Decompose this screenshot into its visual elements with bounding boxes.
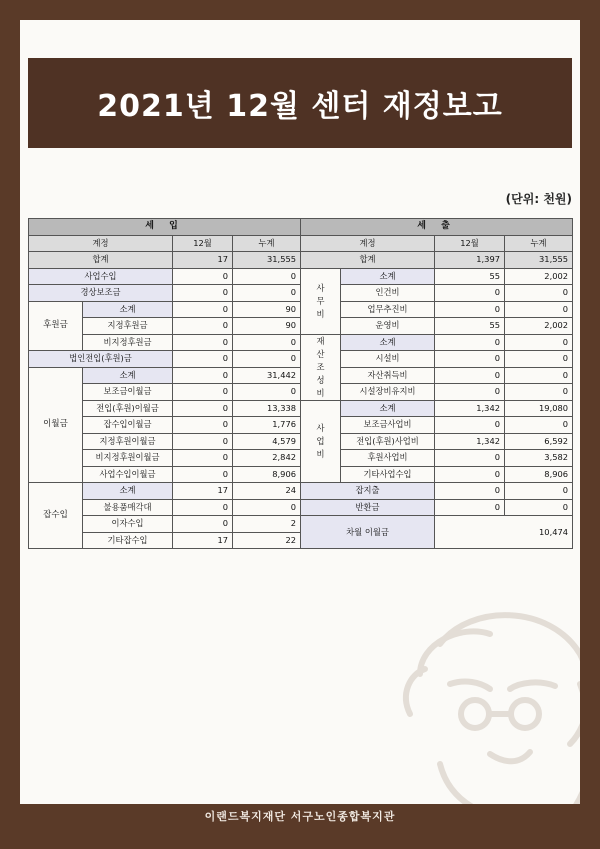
income-carry-transfer-cum: 13,338 bbox=[233, 400, 301, 417]
expense-carry-next-cum: 10,474 bbox=[435, 516, 573, 549]
table-row bbox=[29, 268, 573, 285]
income-carry-business-month: 0 bbox=[173, 466, 233, 483]
income-donation-subtotal-label: 소계 bbox=[83, 301, 173, 318]
group-char: 비 bbox=[316, 308, 325, 319]
income-carry-undesignated-cum: 2,842 bbox=[233, 450, 301, 467]
expense-total-month: 1,397 bbox=[435, 252, 505, 269]
income-carry-transfer-month: 0 bbox=[173, 400, 233, 417]
income-other-misc-month: 17 bbox=[173, 532, 233, 549]
income-donation-subtotal-cum: 90 bbox=[233, 301, 301, 318]
income-undesignated-donation-label: 비지정후원금 bbox=[83, 334, 173, 351]
expense-property-group bbox=[301, 334, 341, 400]
expense-office-subtotal-cum: 2,002 bbox=[505, 268, 573, 285]
income-carry-designated-label: 지정후원이월금 bbox=[83, 433, 173, 450]
expense-project-group bbox=[301, 400, 341, 483]
income-business-cum: 0 bbox=[233, 268, 301, 285]
table-row bbox=[29, 483, 573, 500]
income-subsidy-cum: 0 bbox=[233, 285, 301, 302]
column-header-row bbox=[29, 235, 573, 252]
expense-subsidy-project-cum: 0 bbox=[505, 417, 573, 434]
income-other-misc-cum: 22 bbox=[233, 532, 301, 549]
expense-refund-cum: 0 bbox=[505, 499, 573, 516]
expense-total-label: 합계 bbox=[301, 252, 435, 269]
expense-carry-next-label: 차월 이월금 bbox=[301, 516, 435, 549]
income-surplus-sale-label: 불용품매각대 bbox=[83, 499, 173, 516]
expense-cumulative-header: 누계 bbox=[505, 235, 573, 252]
expense-operating-month: 55 bbox=[435, 318, 505, 335]
expense-misc-cum: 0 bbox=[505, 483, 573, 500]
income-carry-business-cum: 8,906 bbox=[233, 466, 301, 483]
income-carry-misc-month: 0 bbox=[173, 417, 233, 434]
income-undesignated-donation-month: 0 bbox=[173, 334, 233, 351]
title-banner bbox=[28, 58, 572, 148]
income-carry-subsidy-month: 0 bbox=[173, 384, 233, 401]
expense-asset-label: 자산취득비 bbox=[341, 367, 435, 384]
expense-facility-label: 시설비 bbox=[341, 351, 435, 368]
expense-transfer-project-month: 1,342 bbox=[435, 433, 505, 450]
table-row bbox=[29, 499, 573, 516]
income-carry-business-label: 사업수입이월금 bbox=[83, 466, 173, 483]
expense-other-project-cum: 8,906 bbox=[505, 466, 573, 483]
income-surplus-sale-month: 0 bbox=[173, 499, 233, 516]
income-section-header: 세 입 bbox=[29, 219, 301, 236]
income-carry-misc-cum: 1,776 bbox=[233, 417, 301, 434]
income-donation-subtotal-month: 0 bbox=[173, 301, 233, 318]
expense-personnel-cum: 0 bbox=[505, 285, 573, 302]
expense-operating-cum: 2,002 bbox=[505, 318, 573, 335]
table-row bbox=[29, 252, 573, 269]
income-misc-group: 잡수입 bbox=[29, 483, 83, 549]
income-interest-cum: 2 bbox=[233, 516, 301, 533]
group-char: 무 bbox=[316, 295, 325, 306]
expense-transfer-project-cum: 6,592 bbox=[505, 433, 573, 450]
income-cumulative-header: 누계 bbox=[233, 235, 301, 252]
expense-subsidy-project-label: 보조금사업비 bbox=[341, 417, 435, 434]
income-carry-undesignated-month: 0 bbox=[173, 450, 233, 467]
income-carry-designated-cum: 4,579 bbox=[233, 433, 301, 450]
income-donation-group: 후원금 bbox=[29, 301, 83, 351]
group-char: 사 bbox=[316, 422, 325, 433]
expense-donation-project-month: 0 bbox=[435, 450, 505, 467]
expense-total-cum: 31,555 bbox=[505, 252, 573, 269]
expense-month-header: 12월 bbox=[435, 235, 505, 252]
group-char: 업 bbox=[316, 435, 325, 446]
expense-personnel-month: 0 bbox=[435, 285, 505, 302]
income-carry-subtotal-month: 0 bbox=[173, 367, 233, 384]
group-char: 산 bbox=[316, 348, 325, 359]
group-char: 재 bbox=[316, 335, 325, 346]
income-account-header: 계정 bbox=[29, 235, 173, 252]
expense-office-subtotal-month: 55 bbox=[435, 268, 505, 285]
income-carry-subtotal-cum: 31,442 bbox=[233, 367, 301, 384]
expense-personnel-label: 인건비 bbox=[341, 285, 435, 302]
expense-office-subtotal-label: 소계 bbox=[341, 268, 435, 285]
income-misc-subtotal-label: 소계 bbox=[83, 483, 173, 500]
income-total-label: 합계 bbox=[29, 252, 173, 269]
expense-misc-month: 0 bbox=[435, 483, 505, 500]
expense-transfer-project-label: 전입(후원)사업비 bbox=[341, 433, 435, 450]
expense-account-header: 계정 bbox=[301, 235, 435, 252]
expense-property-subtotal-month: 0 bbox=[435, 334, 505, 351]
expense-asset-month: 0 bbox=[435, 367, 505, 384]
table-row bbox=[29, 334, 573, 351]
expense-maintenance-month: 0 bbox=[435, 384, 505, 401]
income-carry-misc-label: 잡수입이월금 bbox=[83, 417, 173, 434]
section-header-row bbox=[29, 219, 573, 236]
table-row bbox=[29, 400, 573, 417]
expense-subsidy-project-month: 0 bbox=[435, 417, 505, 434]
expense-property-subtotal-label: 소계 bbox=[341, 334, 435, 351]
finance-table bbox=[28, 218, 573, 549]
income-carry-undesignated-label: 비지정후원이월금 bbox=[83, 450, 173, 467]
page-title: 2021년 12월 센터 재정보고 bbox=[97, 89, 503, 124]
income-interest-label: 이자수입 bbox=[83, 516, 173, 533]
expense-facility-cum: 0 bbox=[505, 351, 573, 368]
group-char: 조 bbox=[316, 361, 325, 372]
income-corp-transfer-label: 법인전입(후원)금 bbox=[29, 351, 173, 368]
income-carry-transfer-label: 전입(후원)이월금 bbox=[83, 400, 173, 417]
expense-refund-label: 반환금 bbox=[301, 499, 435, 516]
income-corp-transfer-month: 0 bbox=[173, 351, 233, 368]
elderly-couple-watermark-icon bbox=[380, 584, 580, 804]
expense-operating-label: 운영비 bbox=[341, 318, 435, 335]
income-total-month: 17 bbox=[173, 252, 233, 269]
income-business-label: 사업수입 bbox=[29, 268, 173, 285]
expense-business-promo-label: 업무추진비 bbox=[341, 301, 435, 318]
income-designated-donation-label: 지정후원금 bbox=[83, 318, 173, 335]
income-designated-donation-month: 0 bbox=[173, 318, 233, 335]
income-business-month: 0 bbox=[173, 268, 233, 285]
expense-business-promo-month: 0 bbox=[435, 301, 505, 318]
report-page bbox=[20, 20, 580, 804]
footer-organization: 이랜드복지재단 서구노인종합복지관 bbox=[204, 810, 396, 823]
income-undesignated-donation-cum: 0 bbox=[233, 334, 301, 351]
table-row bbox=[29, 516, 573, 533]
expense-maintenance-label: 시설장비유지비 bbox=[341, 384, 435, 401]
income-interest-month: 0 bbox=[173, 516, 233, 533]
income-carry-subsidy-cum: 0 bbox=[233, 384, 301, 401]
expense-other-project-label: 기타사업수입 bbox=[341, 466, 435, 483]
income-surplus-sale-cum: 0 bbox=[233, 499, 301, 516]
expense-facility-month: 0 bbox=[435, 351, 505, 368]
expense-office-group bbox=[301, 268, 341, 334]
expense-property-subtotal-cum: 0 bbox=[505, 334, 573, 351]
income-carry-subtotal-label: 소계 bbox=[83, 367, 173, 384]
income-corp-transfer-cum: 0 bbox=[233, 351, 301, 368]
income-carry-designated-month: 0 bbox=[173, 433, 233, 450]
expense-donation-project-cum: 3,582 bbox=[505, 450, 573, 467]
expense-maintenance-cum: 0 bbox=[505, 384, 573, 401]
expense-misc-label: 잡지출 bbox=[301, 483, 435, 500]
income-misc-subtotal-month: 17 bbox=[173, 483, 233, 500]
income-misc-subtotal-cum: 24 bbox=[233, 483, 301, 500]
expense-donation-project-label: 후원사업비 bbox=[341, 450, 435, 467]
income-total-cum: 31,555 bbox=[233, 252, 301, 269]
expense-project-subtotal-cum: 19,080 bbox=[505, 400, 573, 417]
expense-section-header: 세 출 bbox=[301, 219, 573, 236]
expense-refund-month: 0 bbox=[435, 499, 505, 516]
group-char: 성 bbox=[316, 374, 325, 385]
group-char: 비 bbox=[316, 387, 325, 398]
expense-business-promo-cum: 0 bbox=[505, 301, 573, 318]
expense-project-subtotal-month: 1,342 bbox=[435, 400, 505, 417]
income-month-header: 12월 bbox=[173, 235, 233, 252]
income-carry-group: 이월금 bbox=[29, 367, 83, 483]
income-subsidy-label: 경상보조금 bbox=[29, 285, 173, 302]
income-other-misc-label: 기타잡수입 bbox=[83, 532, 173, 549]
income-carry-subsidy-label: 보조금이월금 bbox=[83, 384, 173, 401]
expense-other-project-month: 0 bbox=[435, 466, 505, 483]
expense-asset-cum: 0 bbox=[505, 367, 573, 384]
income-subsidy-month: 0 bbox=[173, 285, 233, 302]
unit-label: (단위: 천원) bbox=[505, 192, 572, 206]
group-char: 비 bbox=[316, 448, 325, 459]
income-designated-donation-cum: 90 bbox=[233, 318, 301, 335]
expense-project-subtotal-label: 소계 bbox=[341, 400, 435, 417]
group-char: 사 bbox=[316, 282, 325, 293]
